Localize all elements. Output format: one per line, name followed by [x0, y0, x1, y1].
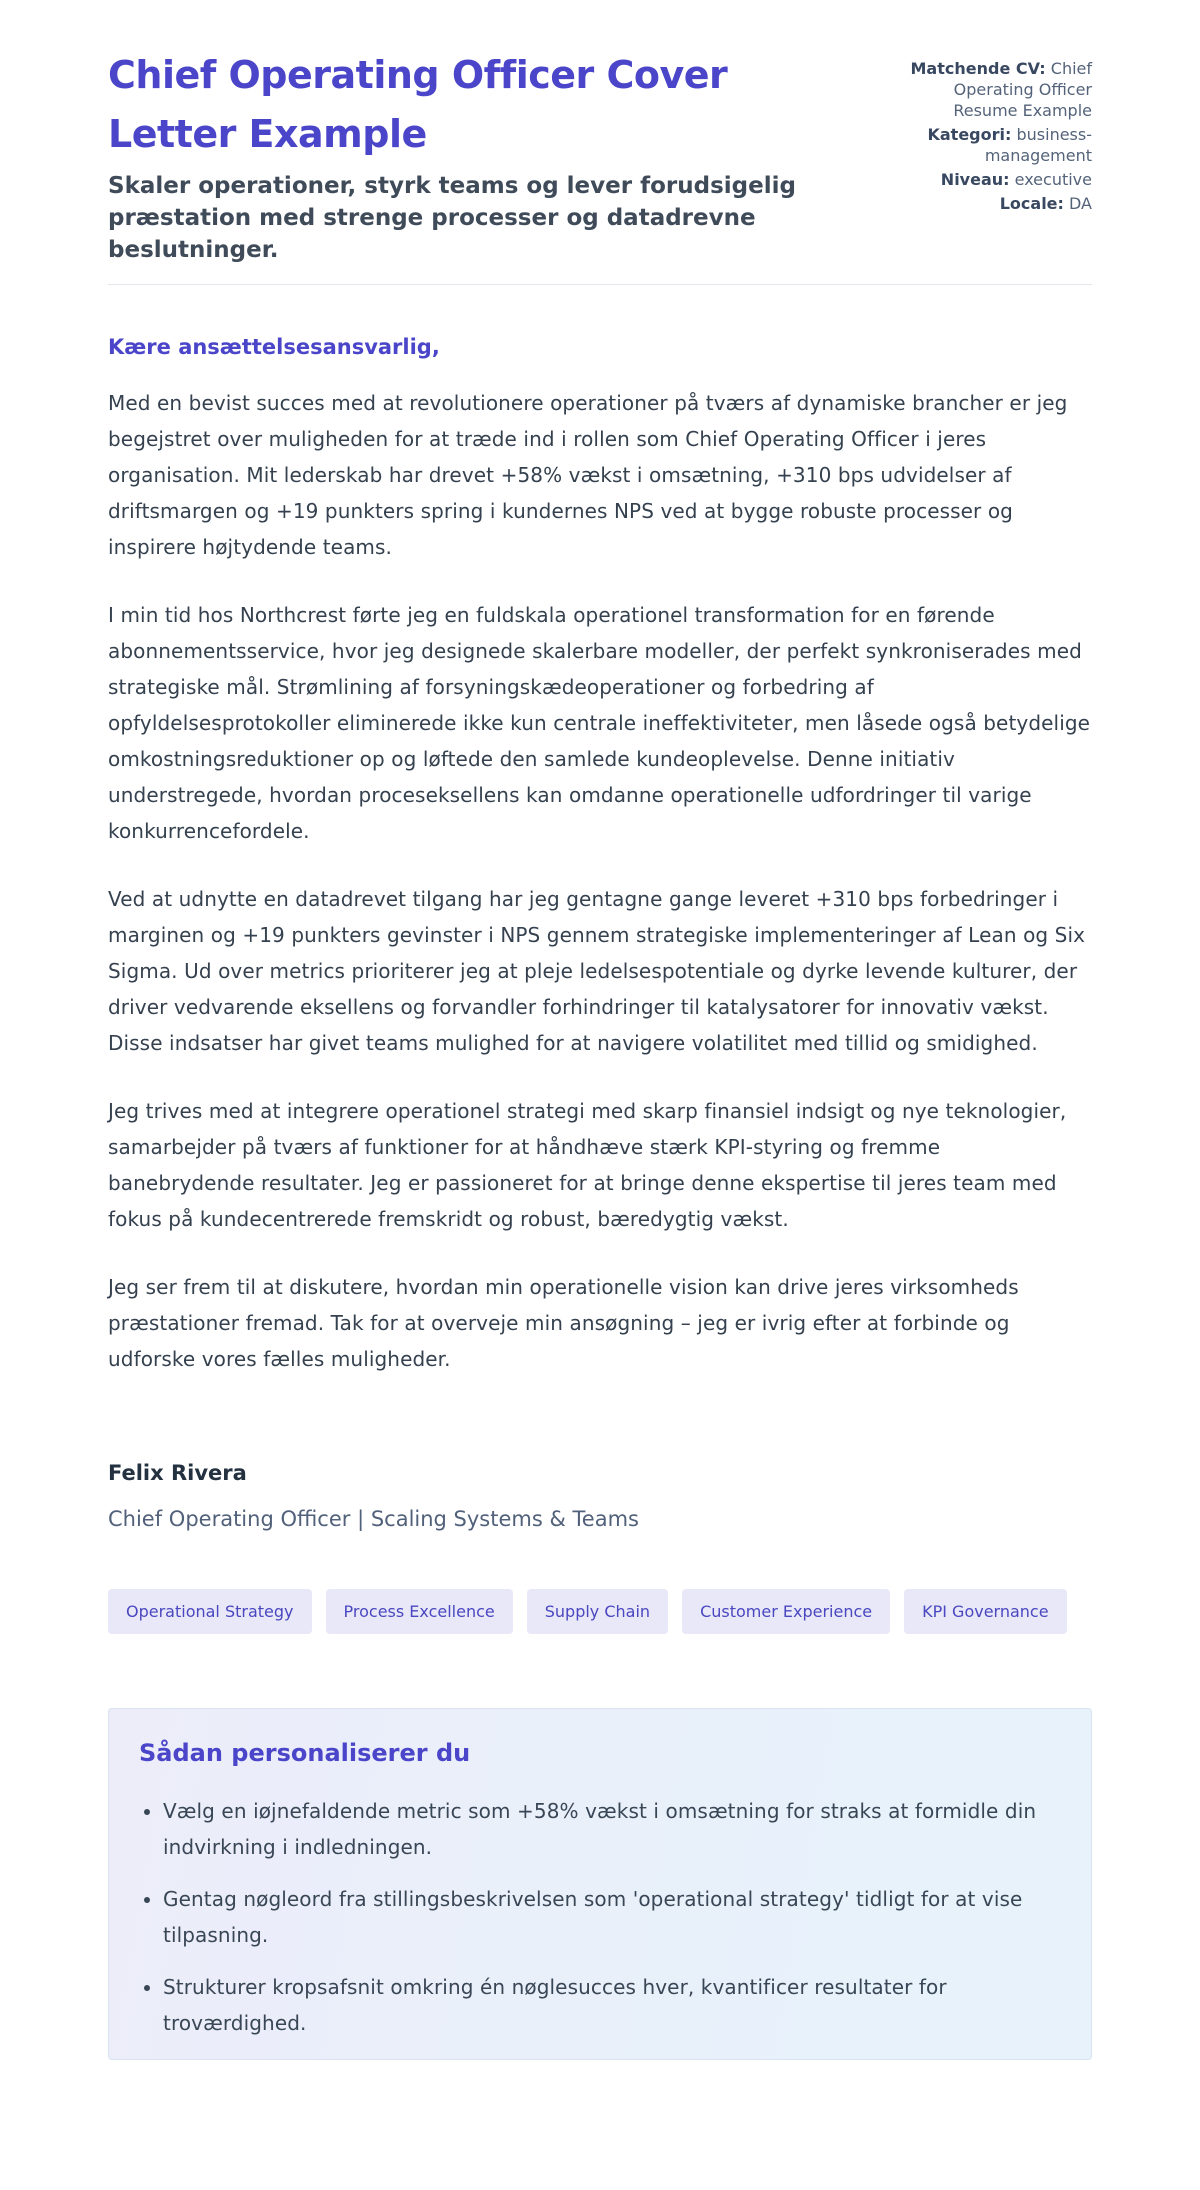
letter-paragraph-1: Med en bevist succes med at revolutionere operationer på tværs af dynamiske brancher er jeg begejstret over muligheden for at træde ind i rollen som Chief Operating Officer i jeres organisation. Mit lederskab har drevet +58% vækst i omsætning, +310 bps udvidelser af driftsmargen og +19 punkters spring i kundernes NPS ved at bygge robuste processer og inspirere højtydende teams. — [108, 390, 1068, 559]
personalization-tips-box — [108, 1708, 1092, 2060]
meta-level — [892, 169, 1092, 190]
signature-block — [108, 1461, 1092, 1531]
header-divider — [108, 284, 1092, 285]
tag-chip-supply-chain: Supply Chain — [527, 1589, 668, 1634]
page-title: Chief Operating Officer Cover Letter Example — [108, 53, 728, 156]
meta-matching-cv — [892, 58, 1092, 121]
meta-matching-cv-value: Chief Operating Officer Resume Example — [953, 59, 1092, 120]
letter-paragraph-5: Jeg ser frem til at diskutere, hvordan min operationelle vision kan drive jeres virksomheds præstationer fremad. Tak for at overveje min ansøgning – jeg er ivrig efter at forbinde og udforske vores fælles muligheder. — [108, 1274, 1019, 1371]
signature-role: Chief Operating Officer | Scaling Systems & Teams — [108, 1506, 639, 1531]
tip-item-2: • Gentag nøgleord fra stillingsbeskrivelsen som 'operational strategy' tidligt for at vise tilpasning. — [163, 1881, 1051, 1953]
page-header-titles — [108, 46, 838, 266]
tip-item-1: • Vælg en iøjnefaldende metric som +58% vækst i omsætning for straks at formidle din indvirkning i indledningen. — [163, 1793, 1051, 1865]
tag-list — [108, 1589, 1092, 1634]
signature-name: Felix Rivera — [108, 1460, 247, 1485]
tips-list — [139, 1793, 1051, 2041]
meta-matching-cv-label: Matchende CV: — [910, 59, 1046, 78]
meta-category — [892, 124, 1092, 166]
page-subtitle: Skaler operationer, styrk teams og lever forudsigelig præstation med strenge processer og datadrevne beslutninger. — [108, 172, 796, 263]
tip-item-3: • Strukturer kropsafsnit omkring én nøglesucces hver, kvantificer resultater for troværdighed. — [163, 1969, 1051, 2041]
cover-letter-page — [108, 0, 1092, 2060]
letter-paragraph-4: Jeg trives med at integrere operationel strategi med skarp finansiel indsigt og nye teknologier, samarbejder på tværs af funktioner for at håndhæve stærk KPI-styring og fremme banebrydende resultater. Jeg er passioneret for at bringe denne ekspertise til jeres team med fokus på kundecentrerede fremskridt og robust, bæredygtig vækst. — [108, 1098, 1067, 1231]
tag-chip-process-excellence: Process Excellence — [326, 1589, 513, 1634]
letter-paragraph-3: Ved at udnytte en datadrevet tilgang har jeg gentagne gange leveret +310 bps forbedringer i marginen og +19 punkters gevinster i NPS gennem strategiske implementeringer af Lean og Six Sigma. Ud over metrics prioriterer jeg at pleje ledelsespotentiale og dyrke levende kulturer, der driver vedvarende eksellens og forvandler forhindringer til katalysatorer for innovativ vækst. Disse indsatser har givet teams mulighed for at navigere volatilitet med tillid og smidighed. — [108, 886, 1086, 1055]
tag-chip-operational-strategy: Operational Strategy — [108, 1589, 312, 1634]
tips-heading: Sådan personaliserer du — [139, 1738, 471, 1767]
tag-chip-customer-experience: Customer Experience — [682, 1589, 890, 1634]
meta-locale-label: Locale: — [999, 194, 1064, 213]
letter-body — [108, 335, 1092, 1377]
meta-level-value: executive — [1014, 170, 1092, 189]
meta-locale — [892, 193, 1092, 214]
meta-category-value: business-management — [984, 125, 1092, 165]
meta-locale-value: DA — [1069, 194, 1092, 213]
meta-level-label: Niveau: — [940, 170, 1010, 189]
meta-panel — [892, 58, 1092, 217]
greeting: Kære ansættelsesansvarlig, — [108, 334, 440, 359]
letter-paragraph-2: I min tid hos Northcrest førte jeg en fuldskala operationel transformation for en førende abonnementsservice, hvor jeg designede skalerbare modeller, der perfekt synkroniserades med strategiske mål. Strømlining af forsyningskædeoperationer og forbedring af opfyldelsesprotokoller eliminerede ikke kun centrale ineffektiviteter, men låsede også betydelige omkostningsreduktioner op og løftede den samlede kundeoplevelse. Denne initiativ understregede, hvordan proceseksellens kan omdanne operationelle udfordringer til varige konkurrencefordele. — [108, 602, 1091, 843]
tag-chip-kpi-governance: KPI Governance — [904, 1589, 1066, 1634]
page-header — [108, 46, 1092, 266]
meta-category-label: Kategori: — [927, 125, 1012, 144]
